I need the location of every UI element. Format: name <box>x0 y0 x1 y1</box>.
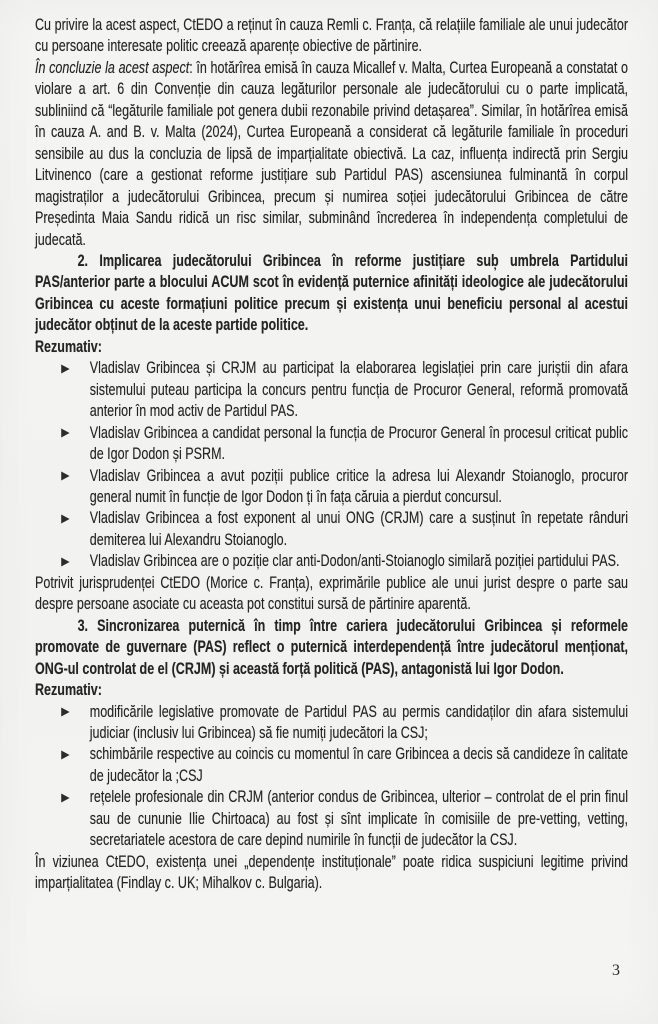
list-item <box>35 702 628 745</box>
document-body <box>35 15 628 895</box>
paragraph-conclusion <box>35 58 628 251</box>
arrow-bullet-icon <box>60 792 71 804</box>
page-number: 3 <box>612 962 620 979</box>
list-item <box>35 744 628 787</box>
list-item <box>35 787 628 851</box>
arrow-bullet-icon <box>60 706 71 718</box>
list-item <box>35 423 628 466</box>
bullet-list-2 <box>35 702 628 852</box>
list-item-text: schimbările respective au coincis cu momentul în care Gribincea a decis să candideze în calitate de judecător la ;CSJ <box>89 745 629 785</box>
list-item <box>35 508 628 551</box>
bullet-list-1 <box>35 358 628 573</box>
list-item <box>35 551 628 572</box>
list-item <box>35 358 628 422</box>
list-item-text: Vladislav Gribincea și CRJM au participat la elaborarea legislației prin care juriștii din afara sistemului puteau participa la concurs pentru funcția de Procuror General, reformă promovată anterior în mod activ de Partidul PAS. <box>89 359 629 421</box>
paragraph-conclusion-text: : în hotărîrea emisă în cauza Micallef v. Malta, Curtea Europeană a constatat o violare a art. 6 din Convenție din cauza legăturilor personale ale judecătorului cu o parte implicată, subliniind că “legăturile familiale pot genera dubii rezonabile privind detașarea”. Similar, în hotărîrea emisă în cauza A. and B. v. Malta (2024), Curtea Europeană a considerat că legăturile familiale în proceduri sensibile au dus la concluzia de lipsă de imparțialitate obiectivă. La caz, influența indirectă prin Sergiu Litvinenco (care a gestionat reforme justițiare sub Partidul PAS) ascensiunea fulminantă în corpul magistraților a judecătorului Gribincea, precum și numirea soției judecătorului Gribincea de către Președinta Maia Sandu ridică un risc similar, subminând încrederea în independența completului de judecată. <box>35 58 629 249</box>
arrow-bullet-icon <box>60 556 71 568</box>
numbered-heading-3: 3. Sincronizarea puternică în timp între cariera judecătorului Gribincea și reformele promovate de guvernare (PAS) reflect o puternică interdependență între judecătorul menționat, ONG-ul controlat de el (CRJM) și această forță politică (PAS), antagonistă lui Igor Dodon. <box>35 616 629 678</box>
arrow-bullet-icon <box>60 749 71 761</box>
list-item-text: Vladislav Gribincea a avut poziții publice critice la adresa lui Alexandr Stoianoglo, procuror general numit în funcție de Igor Dodon ți în fața căruia a pierdut concursul. <box>89 466 629 506</box>
arrow-bullet-icon <box>60 513 71 525</box>
paragraph-morice: Potrivit jurisprudenței CtEDO (Morice c. Franța), exprimările publice ale unui jurist despre o parte sau despre persoane asociate cu aceasta pot constitui sursă de părtinire aparentă. <box>35 573 629 614</box>
list-item-text: Vladislav Gribincea a fost exponent al unui ONG (CRJM) care a susținut în repetate rânduri demiterea lui Alexandru Stoianoglo. <box>89 509 629 549</box>
rezumativ-label-1: Rezumativ: <box>35 337 102 356</box>
italic-lead-text: În concluzie la acest aspect <box>35 58 190 77</box>
list-item <box>35 466 628 509</box>
list-item-text: rețelele profesionale din CRJM (anterior condus de Gribincea, ulterior – controlat de el prin finul sau de cununie Ilie Chirtoaca) au fost și sînt implicate în comisiile de pre-vetting, vetting, secretariatele acestora de care depind numirile în funcții de judecător la CSJ. <box>89 788 629 850</box>
arrow-bullet-icon <box>60 470 71 482</box>
list-item-text: Vladislav Gribincea a candidat personal la funcția de Procuror General în procesul criticat public de Igor Dodon și PSRM. <box>89 423 629 464</box>
paragraph-findlay: În viziunea CtEDO, existența unei „dependențe instituționale” poate ridica suspiciuni legitime privind imparțialitatea (Findlay c. UK; Mihalkov c. Bulgaria). <box>35 852 629 893</box>
list-item-text: modificările legislative promovate de Partidul PAS au permis candidaților din afara sistemului judiciar (inclusiv lui Gribincea) să fie numiți judecători la CSJ; <box>89 702 629 742</box>
arrow-bullet-icon <box>60 427 71 439</box>
paragraph-ctedo-remli: Cu privire la acest aspect, CtEDO a reținut în cauza Remli c. Franța, că relațiile familiale ale unui judecător cu persoane interesate politic creează aparențe obiective de părtinire. <box>35 16 629 56</box>
rezumativ-label-2: Rezumativ: <box>35 681 102 700</box>
list-item-text: Vladislav Gribincea are o poziție clar anti-Dodon/anti-Stoianoglo similară poziției partidului PAS. <box>89 552 620 571</box>
arrow-bullet-icon <box>60 363 71 375</box>
numbered-heading-2: 2. Implicarea judecătorului Gribincea în reforme justițiare sub̦ umbrela Partidului PAS/anterior parte a blocului ACUM scot în evidență puternice afinități ideologice ale judecătorului Gribincea cu aceste formațiuni politice precum și existența unui beneficiu personal al acestui judecător obținut de la aceste partide politice. <box>35 251 629 335</box>
